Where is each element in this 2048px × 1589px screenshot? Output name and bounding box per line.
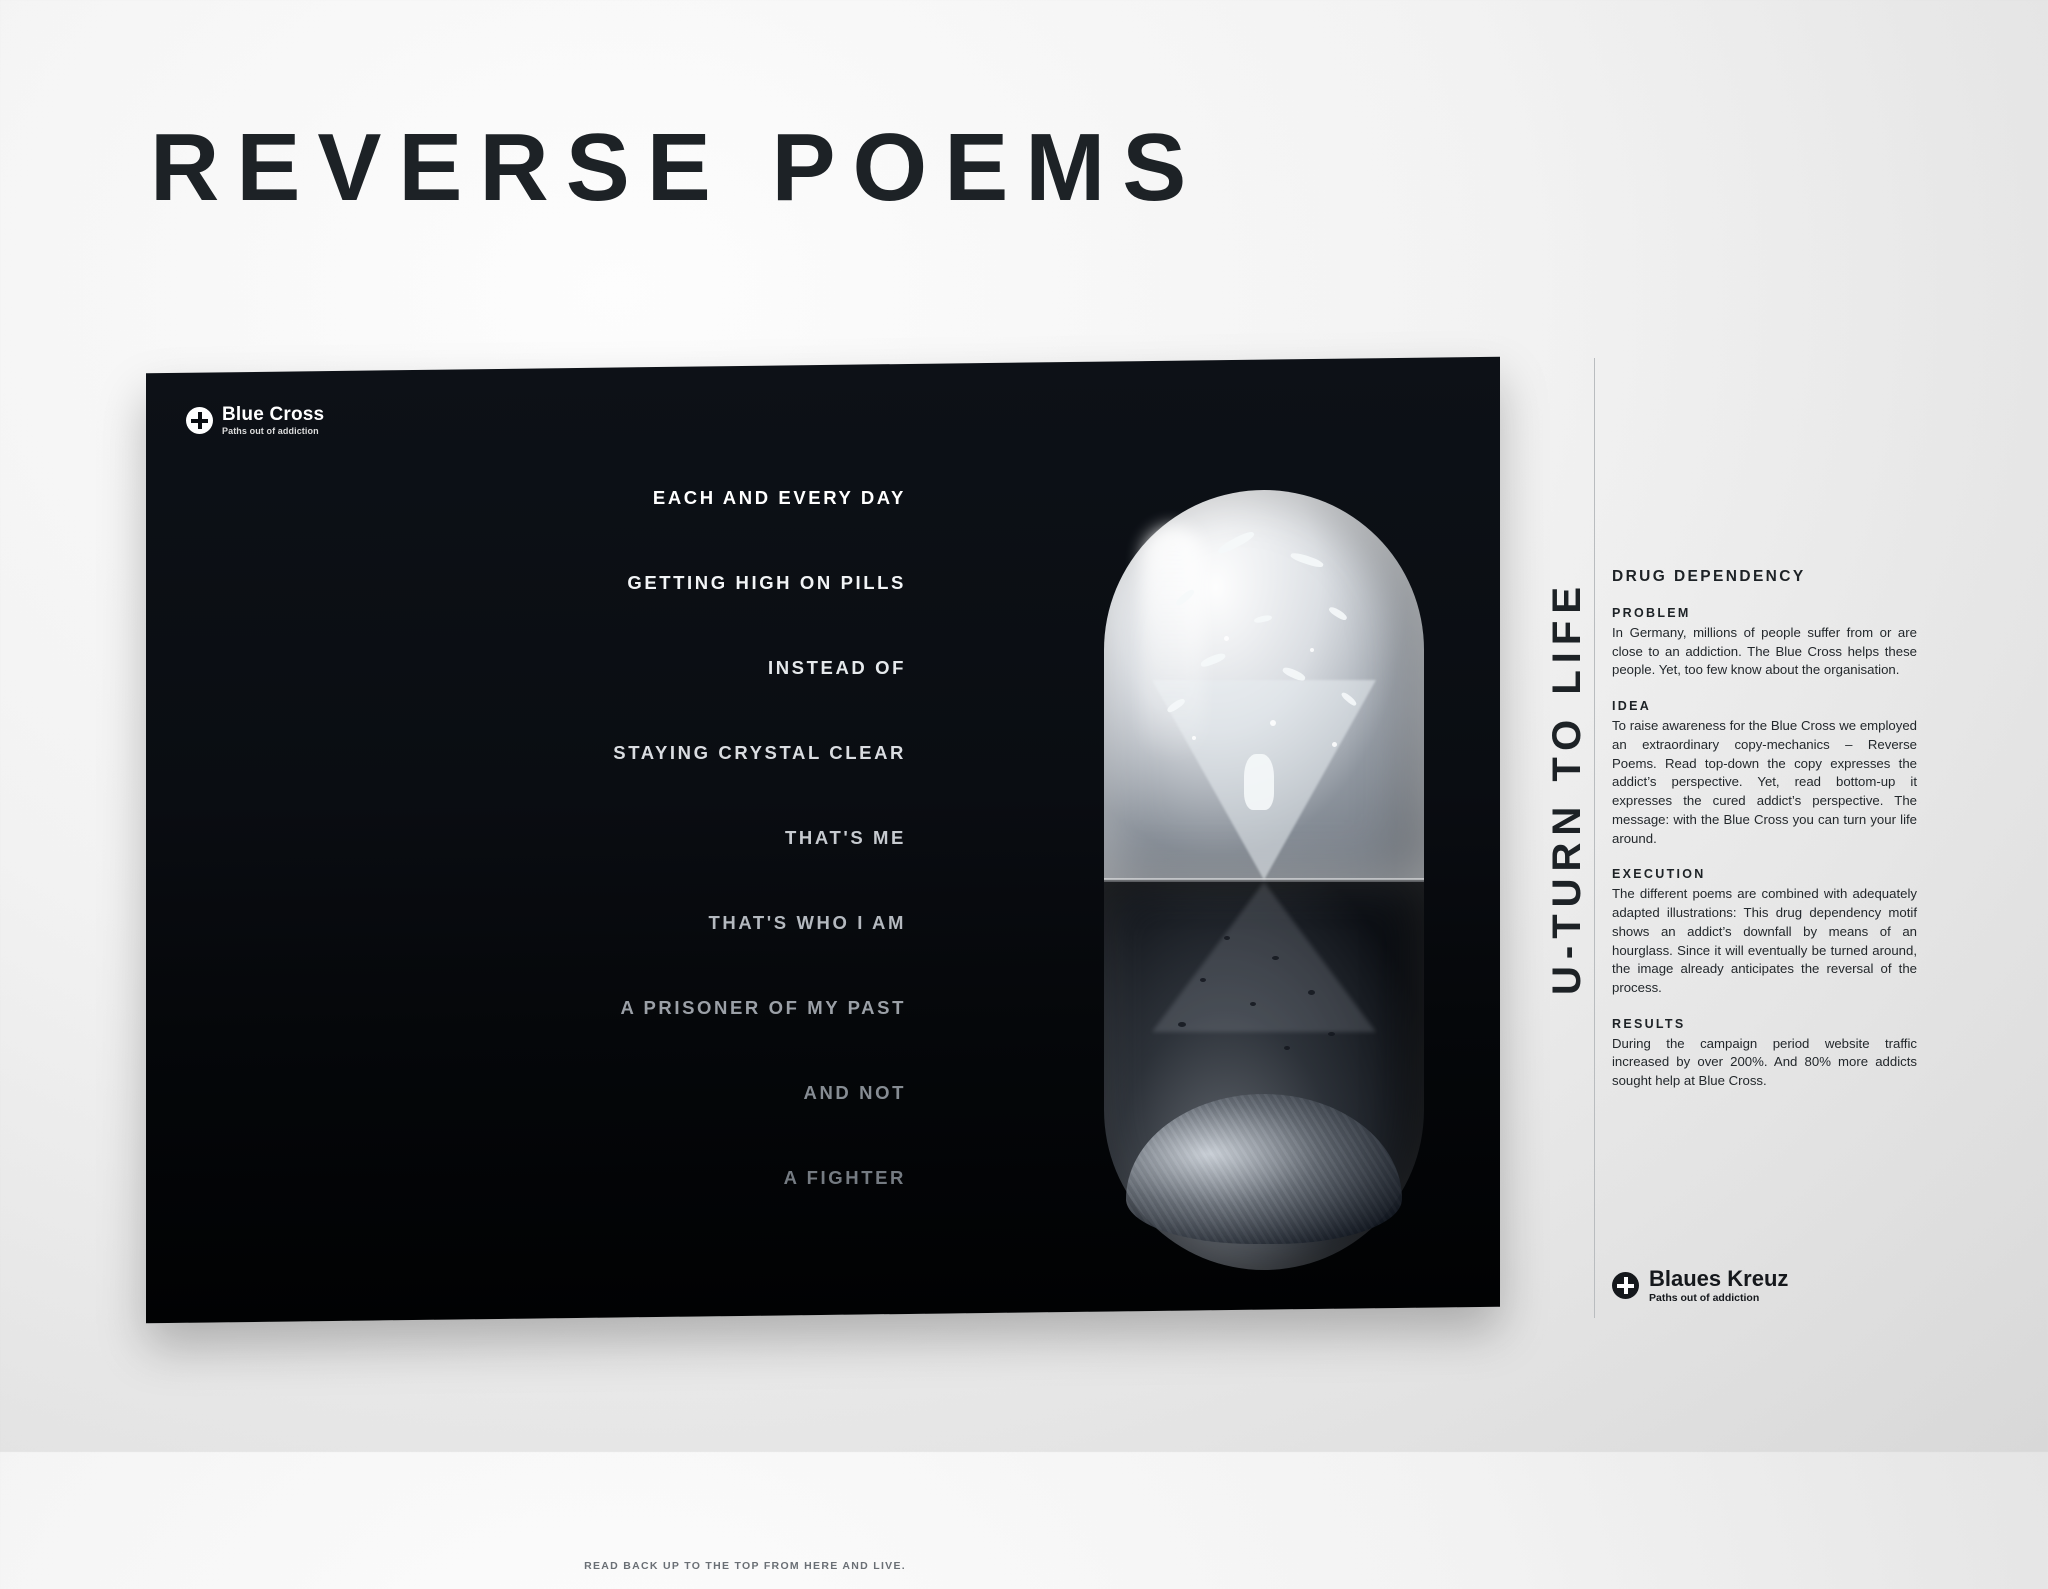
pill-lower-chamber bbox=[1104, 882, 1424, 1270]
blue-cross-icon bbox=[186, 407, 213, 434]
section-body-results: During the campaign period website traffic increased by over 200%. And 80% more addicts sought help at Blue Cross. bbox=[1612, 1035, 1917, 1089]
poem-line: EACH AND EVERY DAY bbox=[652, 487, 906, 508]
debris-pile bbox=[1126, 1094, 1402, 1244]
hourglass-lower-cone bbox=[1152, 882, 1376, 1032]
glass-highlight bbox=[1142, 526, 1204, 756]
hourglass-pill-illustration bbox=[1104, 490, 1424, 1270]
case-title: DRUG DEPENDENCY bbox=[1612, 568, 1806, 585]
section-heading-results: RESULTS bbox=[1612, 1016, 1686, 1031]
section-heading-execution: EXECUTION bbox=[1612, 867, 1706, 882]
poem-block bbox=[146, 487, 906, 1252]
campaign-claim: U-TURN TO LIFE bbox=[1545, 579, 1589, 995]
poem-line: INSTEAD OF bbox=[767, 657, 906, 678]
blaues-kreuz-icon bbox=[1612, 1272, 1639, 1299]
client-name: Blaues Kreuz bbox=[1649, 1266, 1789, 1291]
section-body-idea: To raise awareness for the Blue Cross we employed an extraordinary copy-mechanics – Reverse Poems. Read top-down the copy expresses the addict’s perspective. Yet, read bottom-up it expresses the cured addict’s perspective. The message: with the Blue Cross you can turn your life around. bbox=[1612, 718, 1917, 846]
poster-brand-logo bbox=[186, 405, 324, 436]
poem-line: A FIGHTER bbox=[783, 1167, 906, 1188]
poem-line: AND NOT bbox=[803, 1082, 906, 1103]
central-figure bbox=[1244, 754, 1274, 810]
client-logo bbox=[1612, 1268, 1788, 1304]
rising-figure bbox=[1254, 614, 1273, 624]
section-body-problem: In Germany, millions of people suffer from or are close to an addiction. The Blue Cross helps these people. Yet, too few know about the organisation. bbox=[1612, 625, 1917, 678]
vertical-divider bbox=[1594, 358, 1595, 1318]
case-study-text bbox=[1612, 568, 1917, 1091]
section-heading-idea: IDEA bbox=[1612, 699, 1652, 714]
poem-line: STAYING CRYSTAL CLEAR bbox=[613, 742, 906, 763]
poster-artwork bbox=[146, 357, 1500, 1572]
page-title: REVERSE POEMS bbox=[150, 114, 1204, 221]
poem-line: THAT'S ME bbox=[785, 827, 906, 848]
rising-figure bbox=[1328, 605, 1349, 622]
brand-name: Blue Cross bbox=[222, 404, 325, 425]
section-heading-problem: PROBLEM bbox=[1612, 606, 1691, 620]
rising-figure bbox=[1216, 529, 1256, 556]
brand-tagline: Paths out of addiction bbox=[222, 426, 319, 436]
poem-line: THAT'S WHO I AM bbox=[708, 912, 906, 933]
rising-figure bbox=[1290, 551, 1325, 569]
poem-footer-note: READ BACK UP TO THE TOP FROM HERE AND LIVE. bbox=[584, 1560, 906, 1572]
client-tagline: Paths out of addiction bbox=[1649, 1292, 1760, 1304]
pill-upper-chamber bbox=[1104, 490, 1424, 880]
section-body-execution: The different poems are combined with adequately adapted illustrations: This drug dependency motif shows an addict’s downfall by means of an hourglass. Since it will eventually be turned around, the image already anticipates the reversal of the process. bbox=[1612, 886, 1917, 996]
poem-line: A PRISONER OF MY PAST bbox=[620, 997, 906, 1018]
poem-line: GETTING HIGH ON PILLS bbox=[627, 572, 906, 593]
